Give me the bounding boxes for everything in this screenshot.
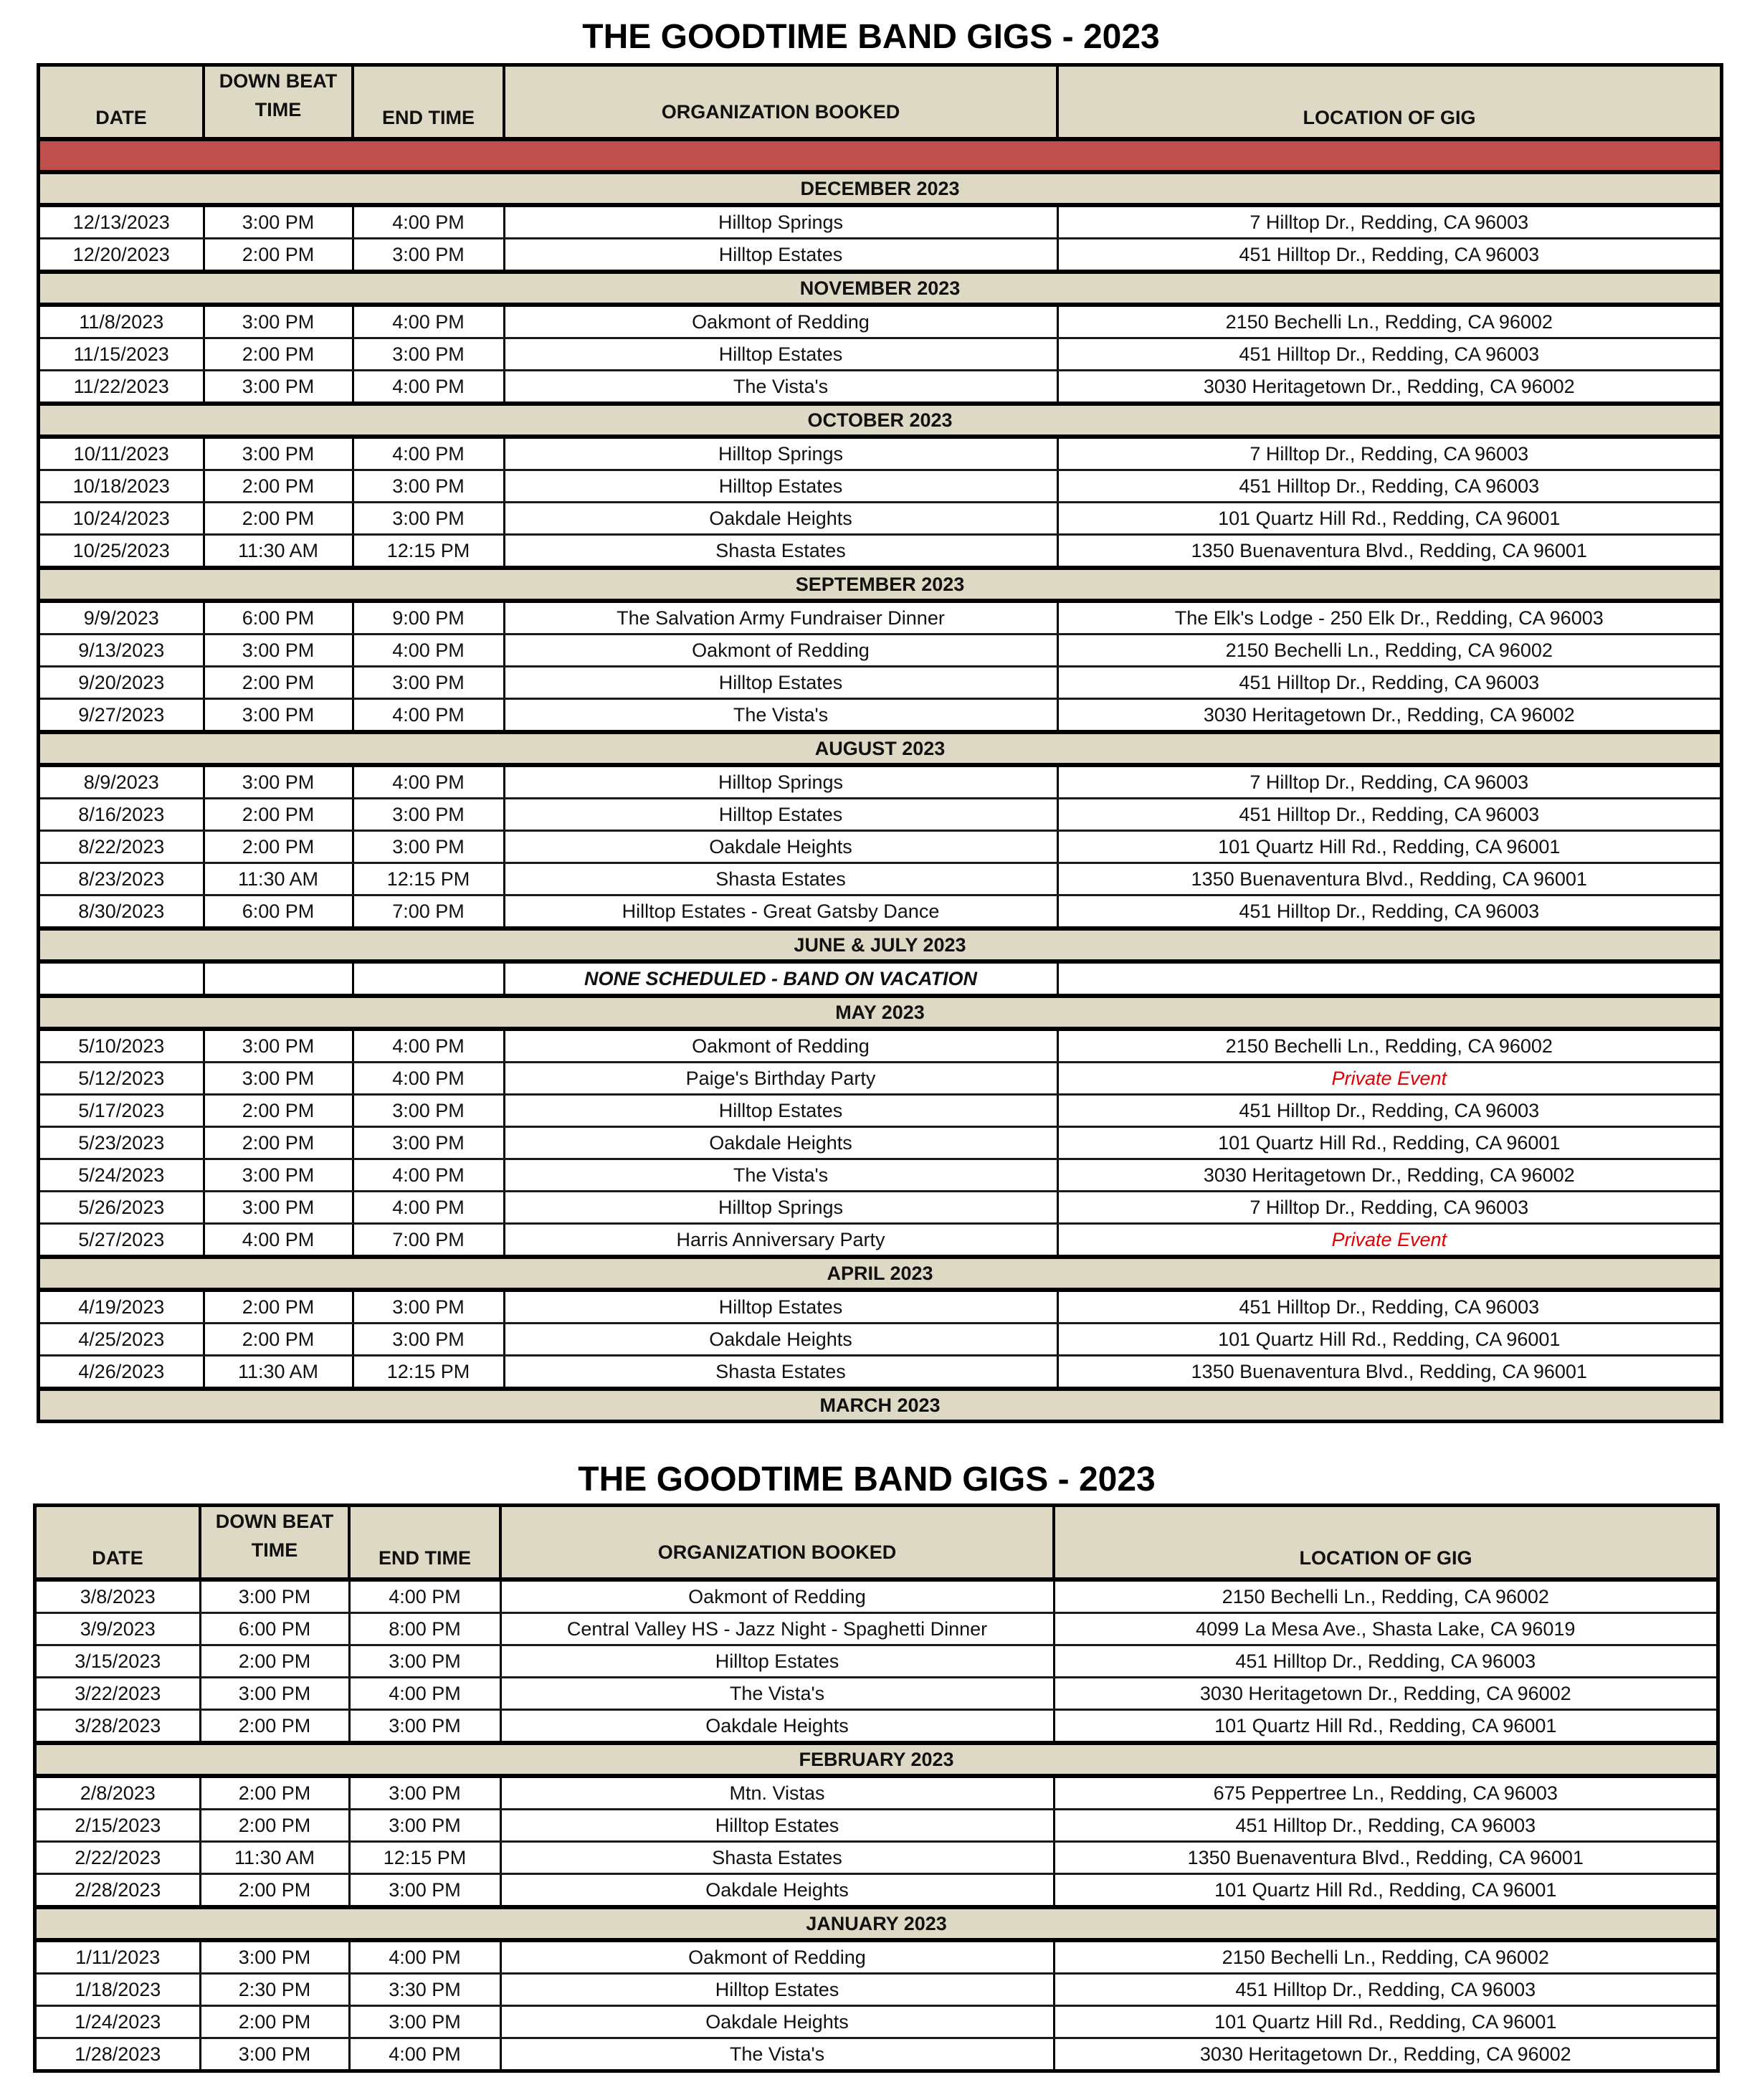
gig-row [40, 1063, 1720, 1095]
cell-date: 1/28/2023 [37, 2038, 200, 2070]
cell-location: 2150 Bechelli Ln., Redding, CA 96002 [1054, 1579, 1716, 1613]
cell-down-beat-time: 2:00 PM [204, 1324, 353, 1356]
cell-location: 451 Hilltop Dr., Redding, CA 96003 [1057, 1095, 1720, 1127]
cell-end-time: 3:00 PM [349, 1776, 500, 1810]
cell-end-time: 4:00 PM [353, 1063, 504, 1095]
gig-row [40, 1192, 1720, 1224]
cell-down-beat-time: 3:00 PM [204, 305, 353, 338]
cell-organization: Oakdale Heights [504, 1324, 1057, 1356]
cell-date: 12/20/2023 [40, 239, 204, 272]
cell-down-beat-time: 2:00 PM [200, 1645, 349, 1678]
cell-location: 451 Hilltop Dr., Redding, CA 96003 [1057, 338, 1720, 371]
cell-location: 2150 Bechelli Ln., Redding, CA 96002 [1057, 305, 1720, 338]
cell-location: 3030 Heritagetown Dr., Redding, CA 96002 [1054, 2038, 1716, 2070]
gig-row [40, 371, 1720, 404]
gig-row [37, 2038, 1716, 2070]
cell-location [1057, 961, 1720, 996]
cell-location: 101 Quartz Hill Rd., Redding, CA 96001 [1057, 1324, 1720, 1356]
cell-end-time: 3:00 PM [353, 1290, 504, 1324]
cell-organization: Oakmont of Redding [504, 1029, 1057, 1063]
cell-organization: Central Valley HS - Jazz Night - Spaghetti Dinner [500, 1613, 1054, 1645]
gig-row [40, 205, 1720, 239]
cell-organization: Hilltop Springs [504, 765, 1057, 799]
cell-end-time: 3:00 PM [353, 338, 504, 371]
month-label: DECEMBER 2023 [40, 172, 1720, 205]
cell-down-beat-time: 2:00 PM [204, 470, 353, 503]
cell-organization: Hilltop Estates [500, 1645, 1054, 1678]
gig-row [40, 667, 1720, 699]
cell-location: 451 Hilltop Dr., Redding, CA 96003 [1054, 1974, 1716, 2006]
cell-location: 1350 Buenaventura Blvd., Redding, CA 96001 [1057, 535, 1720, 569]
cell-down-beat-time: 6:00 PM [200, 1613, 349, 1645]
cell-location: 451 Hilltop Dr., Redding, CA 96003 [1057, 1290, 1720, 1324]
cell-organization: Oakdale Heights [500, 1874, 1054, 1908]
cell-date: 8/23/2023 [40, 863, 204, 895]
month-label: OCTOBER 2023 [40, 404, 1720, 437]
cell-date: 9/13/2023 [40, 635, 204, 667]
gig-row [37, 1645, 1716, 1678]
gig-schedule-table [37, 63, 1723, 1423]
gig-row [37, 1579, 1716, 1613]
cell-down-beat-time: 2:00 PM [200, 1810, 349, 1842]
gig-row [40, 799, 1720, 831]
cell-date: 9/20/2023 [40, 667, 204, 699]
table-header-row [40, 67, 1720, 139]
month-label: FEBRUARY 2023 [37, 1743, 1716, 1776]
cell-end-time: 4:00 PM [349, 2038, 500, 2070]
column-header-location: LOCATION OF GIG [1054, 1507, 1716, 1579]
cell-end-time: 4:00 PM [353, 635, 504, 667]
cell-location: 4099 La Mesa Ave., Shasta Lake, CA 96019 [1054, 1613, 1716, 1645]
gig-row [40, 765, 1720, 799]
gig-row [40, 961, 1720, 996]
gig-row [37, 1678, 1716, 1710]
cell-location: 101 Quartz Hill Rd., Redding, CA 96001 [1057, 831, 1720, 863]
gig-row [37, 1940, 1716, 1974]
cell-end-time: 3:00 PM [353, 1324, 504, 1356]
cell-down-beat-time: 11:30 AM [204, 863, 353, 895]
cell-organization: Shasta Estates [504, 535, 1057, 569]
cell-end-time: 4:00 PM [353, 305, 504, 338]
cell-down-beat-time: 2:00 PM [200, 1874, 349, 1908]
cell-down-beat-time: 4:00 PM [204, 1224, 353, 1258]
cell-date: 11/15/2023 [40, 338, 204, 371]
gig-row [40, 1290, 1720, 1324]
cell-down-beat-time: 11:30 AM [204, 1356, 353, 1389]
cell-down-beat-time: 2:00 PM [204, 1290, 353, 1324]
cell-organization: Oakmont of Redding [504, 635, 1057, 667]
table-header-row [37, 1507, 1716, 1579]
gig-row [40, 338, 1720, 371]
cell-location: 3030 Heritagetown Dr., Redding, CA 96002 [1057, 699, 1720, 733]
cell-date: 10/18/2023 [40, 470, 204, 503]
cell-date: 3/22/2023 [37, 1678, 200, 1710]
gig-row [37, 1842, 1716, 1874]
cell-date: 8/30/2023 [40, 895, 204, 929]
cell-organization: Hilltop Springs [504, 205, 1057, 239]
cell-end-time: 3:00 PM [349, 1645, 500, 1678]
cell-end-time: 4:00 PM [353, 437, 504, 470]
cell-date: 5/10/2023 [40, 1029, 204, 1063]
cell-down-beat-time: 2:00 PM [204, 831, 353, 863]
cell-date: 2/15/2023 [37, 1810, 200, 1842]
cell-end-time: 3:00 PM [353, 667, 504, 699]
month-label: MAY 2023 [40, 996, 1720, 1029]
cell-organization: Oakdale Heights [500, 1710, 1054, 1744]
cell-down-beat-time: 3:00 PM [200, 2038, 349, 2070]
cell-date: 10/25/2023 [40, 535, 204, 569]
cell-date: 11/22/2023 [40, 371, 204, 404]
cell-end-time: 12:15 PM [349, 1842, 500, 1874]
gig-row [40, 1356, 1720, 1389]
month-section-header [40, 928, 1720, 961]
cell-location: 101 Quartz Hill Rd., Redding, CA 96001 [1057, 503, 1720, 535]
header-line: TIME [251, 1539, 298, 1561]
cell-location: 3030 Heritagetown Dr., Redding, CA 96002 [1054, 1678, 1716, 1710]
month-section-header [40, 404, 1720, 437]
cell-down-beat-time: 3:00 PM [204, 205, 353, 239]
gig-row [37, 1810, 1716, 1842]
cell-date: 5/12/2023 [40, 1063, 204, 1095]
month-section-header [37, 1743, 1716, 1776]
cell-end-time: 7:00 PM [353, 895, 504, 929]
cell-organization: Oakmont of Redding [504, 305, 1057, 338]
cell-organization: The Salvation Army Fundraiser Dinner [504, 601, 1057, 635]
cell-location: 101 Quartz Hill Rd., Redding, CA 96001 [1054, 1710, 1716, 1744]
cell-location: 101 Quartz Hill Rd., Redding, CA 96001 [1054, 1874, 1716, 1908]
cell-end-time: 3:00 PM [353, 1095, 504, 1127]
cell-end-time: 7:00 PM [353, 1224, 504, 1258]
cell-date: 9/27/2023 [40, 699, 204, 733]
cell-organization: Oakdale Heights [500, 2006, 1054, 2038]
month-label: JANUARY 2023 [37, 1907, 1716, 1940]
cell-end-time: 4:00 PM [353, 371, 504, 404]
gig-row [40, 1029, 1720, 1063]
cell-date: 5/24/2023 [40, 1159, 204, 1192]
page-title: THE GOODTIME BAND GIGS - 2023 [582, 18, 1160, 56]
cell-end-time: 3:00 PM [349, 1710, 500, 1744]
cell-location: Private Event [1057, 1224, 1720, 1258]
gig-row [40, 895, 1720, 929]
month-section-header [40, 568, 1720, 601]
cell-down-beat-time: 3:00 PM [204, 371, 353, 404]
cell-location: 451 Hilltop Dr., Redding, CA 96003 [1057, 667, 1720, 699]
cell-end-time: 3:30 PM [349, 1974, 500, 2006]
cell-down-beat-time: 2:00 PM [204, 1095, 353, 1127]
month-label: SEPTEMBER 2023 [40, 568, 1720, 601]
cell-location: 675 Peppertree Ln., Redding, CA 96003 [1054, 1776, 1716, 1810]
cell-end-time: 3:00 PM [353, 799, 504, 831]
cell-date: 2/22/2023 [37, 1842, 200, 1874]
cell-down-beat-time: 3:00 PM [204, 1029, 353, 1063]
month-label: APRIL 2023 [40, 1257, 1720, 1290]
cell-down-beat-time: 2:00 PM [204, 239, 353, 272]
cell-location: 451 Hilltop Dr., Redding, CA 96003 [1057, 799, 1720, 831]
cell-date: 9/9/2023 [40, 601, 204, 635]
gig-row [40, 239, 1720, 272]
month-label: NOVEMBER 2023 [40, 272, 1720, 305]
gig-row [40, 831, 1720, 863]
cell-end-time: 4:00 PM [353, 1029, 504, 1063]
cell-organization: The Vista's [500, 2038, 1054, 2070]
cell-end-time: 3:00 PM [353, 831, 504, 863]
column-header-down-beat-time [204, 67, 353, 139]
cell-location: 1350 Buenaventura Blvd., Redding, CA 96001 [1054, 1842, 1716, 1874]
cell-down-beat-time: 3:00 PM [200, 1579, 349, 1613]
cell-organization: Shasta Estates [504, 1356, 1057, 1389]
cell-date: 1/18/2023 [37, 1974, 200, 2006]
cell-location: 1350 Buenaventura Blvd., Redding, CA 96001 [1057, 863, 1720, 895]
cell-down-beat-time: 3:00 PM [204, 765, 353, 799]
gig-row [40, 470, 1720, 503]
cell-end-time: 4:00 PM [349, 1940, 500, 1974]
month-section-header [40, 1257, 1720, 1290]
header-line: TIME [254, 99, 302, 120]
cell-organization: Hilltop Estates [504, 1290, 1057, 1324]
cell-down-beat-time: 3:00 PM [204, 699, 353, 733]
month-label: AUGUST 2023 [40, 732, 1720, 765]
cell-end-time: 4:00 PM [353, 205, 504, 239]
cell-organization: The Vista's [504, 1159, 1057, 1192]
cell-location: 2150 Bechelli Ln., Redding, CA 96002 [1057, 635, 1720, 667]
cell-date: 1/24/2023 [37, 2006, 200, 2038]
gig-row [40, 305, 1720, 338]
cell-end-time: 4:00 PM [349, 1579, 500, 1613]
cell-down-beat-time: 11:30 AM [204, 535, 353, 569]
cell-organization: Hilltop Estates [500, 1974, 1054, 2006]
cell-organization: Hilltop Springs [504, 1192, 1057, 1224]
gig-row [40, 601, 1720, 635]
cell-date: 3/15/2023 [37, 1645, 200, 1678]
cell-date: 5/27/2023 [40, 1224, 204, 1258]
cell-end-time: 4:00 PM [349, 1678, 500, 1710]
cell-date: 2/28/2023 [37, 1874, 200, 1908]
cell-organization: Harris Anniversary Party [504, 1224, 1057, 1258]
cell-date: 4/25/2023 [40, 1324, 204, 1356]
gig-row [40, 1324, 1720, 1356]
gig-row [40, 1127, 1720, 1159]
cell-end-time: 3:00 PM [353, 503, 504, 535]
cell-organization: Oakdale Heights [504, 831, 1057, 863]
cell-end-time: 3:00 PM [353, 239, 504, 272]
cell-down-beat-time: 3:00 PM [200, 1678, 349, 1710]
cell-end-time: 12:15 PM [353, 535, 504, 569]
cell-end-time: 4:00 PM [353, 1159, 504, 1192]
cell-organization: The Vista's [504, 699, 1057, 733]
cell-down-beat-time: 2:00 PM [200, 1776, 349, 1810]
cell-organization: Hilltop Springs [504, 437, 1057, 470]
cell-down-beat-time: 3:00 PM [204, 1063, 353, 1095]
gig-row [40, 1095, 1720, 1127]
cell-location: 2150 Bechelli Ln., Redding, CA 96002 [1054, 1940, 1716, 1974]
cell-down-beat-time: 3:00 PM [204, 1192, 353, 1224]
cell-organization: NONE SCHEDULED - BAND ON VACATION [504, 961, 1057, 996]
column-header-date: DATE [37, 1507, 200, 1579]
gig-row [37, 1776, 1716, 1810]
cell-date: 1/11/2023 [37, 1940, 200, 1974]
cell-end-time: 3:00 PM [353, 1127, 504, 1159]
cell-location: 7 Hilltop Dr., Redding, CA 96003 [1057, 1192, 1720, 1224]
cell-organization: Shasta Estates [504, 863, 1057, 895]
column-header-date: DATE [40, 67, 204, 139]
cell-down-beat-time: 11:30 AM [200, 1842, 349, 1874]
cell-location: 3030 Heritagetown Dr., Redding, CA 96002 [1057, 371, 1720, 404]
cell-down-beat-time: 2:00 PM [204, 799, 353, 831]
cell-end-time: 3:00 PM [353, 470, 504, 503]
cell-end-time: 3:00 PM [349, 1874, 500, 1908]
cell-organization: Paige's Birthday Party [504, 1063, 1057, 1095]
month-section-header [40, 172, 1720, 205]
header-line: DOWN BEAT [219, 70, 338, 92]
cell-end-time: 12:15 PM [353, 1356, 504, 1389]
month-section-header [37, 1907, 1716, 1940]
cell-down-beat-time [204, 961, 353, 996]
cell-location: 3030 Heritagetown Dr., Redding, CA 96002 [1057, 1159, 1720, 1192]
month-label: MARCH 2023 [40, 1389, 1720, 1420]
cell-end-time: 3:00 PM [349, 1810, 500, 1842]
cell-end-time: 8:00 PM [349, 1613, 500, 1645]
month-section-header [40, 732, 1720, 765]
cell-organization: The Vista's [500, 1678, 1054, 1710]
cell-organization: Oakmont of Redding [500, 1579, 1054, 1613]
cell-location: 1350 Buenaventura Blvd., Redding, CA 96001 [1057, 1356, 1720, 1389]
month-label: JUNE & JULY 2023 [40, 928, 1720, 961]
cell-date: 4/19/2023 [40, 1290, 204, 1324]
cell-down-beat-time: 3:00 PM [204, 437, 353, 470]
cell-down-beat-time: 2:00 PM [204, 1127, 353, 1159]
month-section-header [40, 272, 1720, 305]
cell-organization: Mtn. Vistas [500, 1776, 1054, 1810]
gig-schedule-table [33, 1503, 1720, 2073]
column-header-end-time: END TIME [353, 67, 504, 139]
month-section-header [40, 996, 1720, 1029]
cell-organization: Hilltop Estates [504, 799, 1057, 831]
cell-organization: Shasta Estates [500, 1842, 1054, 1874]
cell-down-beat-time: 2:00 PM [204, 338, 353, 371]
cell-down-beat-time: 2:00 PM [204, 667, 353, 699]
cell-location: 101 Quartz Hill Rd., Redding, CA 96001 [1054, 2006, 1716, 2038]
cell-organization: The Vista's [504, 371, 1057, 404]
gig-row [37, 2006, 1716, 2038]
gig-row [40, 503, 1720, 535]
cell-date: 10/24/2023 [40, 503, 204, 535]
cell-down-beat-time: 3:00 PM [200, 1940, 349, 1974]
cell-location: 7 Hilltop Dr., Redding, CA 96003 [1057, 765, 1720, 799]
cell-organization: Hilltop Estates - Great Gatsby Dance [504, 895, 1057, 929]
cell-down-beat-time: 3:00 PM [204, 635, 353, 667]
cell-date: 8/9/2023 [40, 765, 204, 799]
red-divider-cell [40, 139, 1720, 172]
gig-row [40, 1159, 1720, 1192]
red-divider-band [40, 139, 1720, 172]
column-header-down-beat-time [200, 1507, 349, 1579]
cell-location: 7 Hilltop Dr., Redding, CA 96003 [1057, 205, 1720, 239]
cell-organization: Hilltop Estates [504, 1095, 1057, 1127]
header-line: DOWN BEAT [215, 1511, 334, 1532]
cell-down-beat-time: 2:00 PM [200, 1710, 349, 1744]
cell-end-time [353, 961, 504, 996]
cell-end-time: 4:00 PM [353, 1192, 504, 1224]
gig-row [40, 437, 1720, 470]
gig-row [40, 863, 1720, 895]
column-header-location: LOCATION OF GIG [1057, 67, 1720, 139]
cell-down-beat-time: 6:00 PM [204, 601, 353, 635]
cell-location: 451 Hilltop Dr., Redding, CA 96003 [1057, 470, 1720, 503]
cell-date: 5/17/2023 [40, 1095, 204, 1127]
cell-down-beat-time: 3:00 PM [204, 1159, 353, 1192]
cell-down-beat-time: 2:00 PM [200, 2006, 349, 2038]
cell-organization: Hilltop Estates [504, 667, 1057, 699]
cell-date: 10/11/2023 [40, 437, 204, 470]
cell-location: 101 Quartz Hill Rd., Redding, CA 96001 [1057, 1127, 1720, 1159]
cell-organization: Hilltop Estates [500, 1810, 1054, 1842]
cell-date: 11/8/2023 [40, 305, 204, 338]
cell-location: 2150 Bechelli Ln., Redding, CA 96002 [1057, 1029, 1720, 1063]
column-header-end-time: END TIME [349, 1507, 500, 1579]
cell-down-beat-time: 2:30 PM [200, 1974, 349, 2006]
gig-row [37, 1874, 1716, 1908]
gig-row [40, 635, 1720, 667]
gig-row [37, 1710, 1716, 1744]
cell-date: 3/28/2023 [37, 1710, 200, 1744]
gig-row [40, 535, 1720, 569]
cell-location: 451 Hilltop Dr., Redding, CA 96003 [1057, 239, 1720, 272]
gig-row [40, 1224, 1720, 1258]
cell-date: 2/8/2023 [37, 1776, 200, 1810]
cell-organization: Hilltop Estates [504, 470, 1057, 503]
column-header-organization: ORGANIZATION BOOKED [500, 1507, 1054, 1579]
month-section-header [40, 1389, 1720, 1420]
cell-date: 4/26/2023 [40, 1356, 204, 1389]
gig-row [37, 1974, 1716, 2006]
page-title: THE GOODTIME BAND GIGS - 2023 [578, 1460, 1156, 1498]
cell-down-beat-time: 2:00 PM [204, 503, 353, 535]
cell-end-time: 9:00 PM [353, 601, 504, 635]
cell-date: 8/16/2023 [40, 799, 204, 831]
cell-date: 5/26/2023 [40, 1192, 204, 1224]
column-header-organization: ORGANIZATION BOOKED [504, 67, 1057, 139]
cell-organization: Oakdale Heights [504, 503, 1057, 535]
cell-date: 8/22/2023 [40, 831, 204, 863]
cell-location: 451 Hilltop Dr., Redding, CA 96003 [1054, 1810, 1716, 1842]
cell-end-time: 12:15 PM [353, 863, 504, 895]
gig-row [37, 1613, 1716, 1645]
cell-location: 451 Hilltop Dr., Redding, CA 96003 [1057, 895, 1720, 929]
cell-date: 12/13/2023 [40, 205, 204, 239]
cell-location: The Elk's Lodge - 250 Elk Dr., Redding, CA 96003 [1057, 601, 1720, 635]
cell-location: 451 Hilltop Dr., Redding, CA 96003 [1054, 1645, 1716, 1678]
cell-location: 7 Hilltop Dr., Redding, CA 96003 [1057, 437, 1720, 470]
gig-row [40, 699, 1720, 733]
cell-date: 3/9/2023 [37, 1613, 200, 1645]
cell-organization: Oakdale Heights [504, 1127, 1057, 1159]
cell-date: 3/8/2023 [37, 1579, 200, 1613]
cell-date [40, 961, 204, 996]
cell-end-time: 4:00 PM [353, 765, 504, 799]
cell-organization: Hilltop Estates [504, 239, 1057, 272]
cell-date: 5/23/2023 [40, 1127, 204, 1159]
cell-down-beat-time: 6:00 PM [204, 895, 353, 929]
cell-end-time: 4:00 PM [353, 699, 504, 733]
cell-location: Private Event [1057, 1063, 1720, 1095]
cell-organization: Oakmont of Redding [500, 1940, 1054, 1974]
cell-organization: Hilltop Estates [504, 338, 1057, 371]
cell-end-time: 3:00 PM [349, 2006, 500, 2038]
